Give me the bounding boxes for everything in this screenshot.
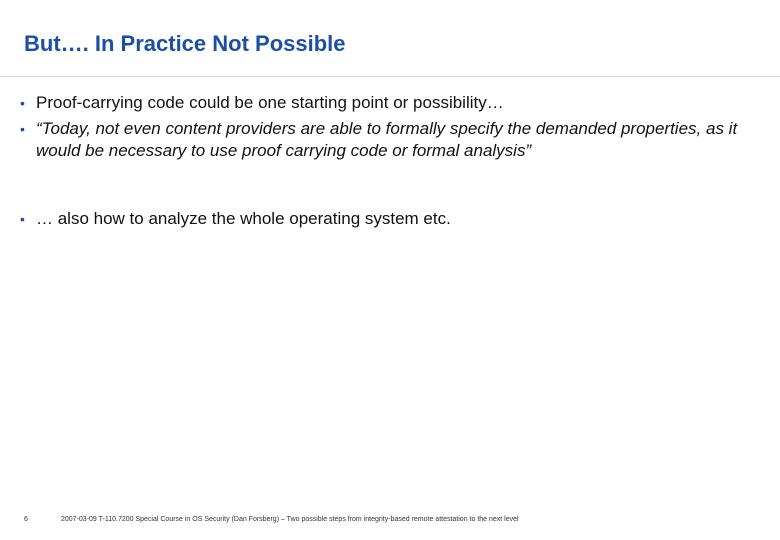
bullet-item-quote [20, 118, 760, 162]
footer-caption: 2007-03-09 T-110.7200 Special Course in OS Security (Dan Forsberg) – Two possible steps from integrity-based remote attestation to the next level [61, 516, 519, 523]
page-number: 6 [24, 516, 28, 523]
bullet-item-proof-carrying-code [20, 92, 760, 114]
bullet-list [20, 92, 760, 230]
bullet-text: Proof-carrying code could be one starting point or possibility… [36, 93, 504, 112]
slide-title: But…. In Practice Not Possible [24, 31, 346, 56]
bullet-dot-icon: • [20, 95, 25, 111]
bullet-dot-icon: • [20, 211, 25, 227]
bullet-text: “Today, not even content providers are able to formally specify the demanded properties, as it would be necessary to use proof carrying code or formal analysis” [36, 119, 738, 160]
bullet-text: … also how to analyze the whole operating system etc. [36, 209, 451, 228]
bullet-dot-icon: • [20, 121, 25, 137]
bullet-item-analyze-os [20, 208, 760, 230]
title-divider [0, 76, 780, 77]
